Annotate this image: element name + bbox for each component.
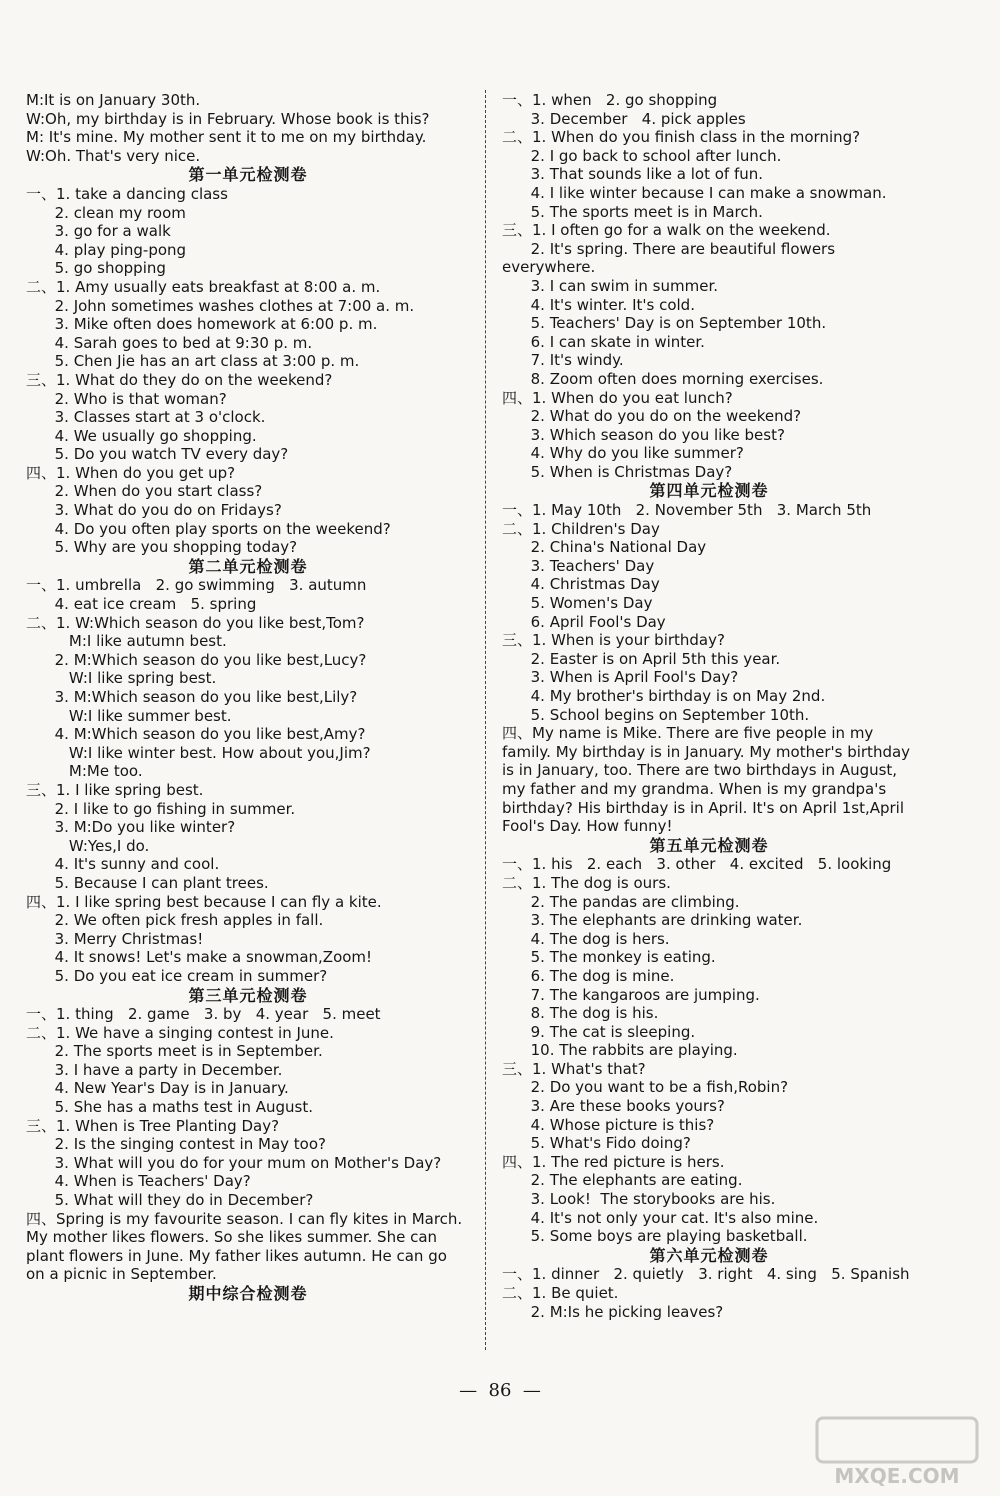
answer-line: 二、1. Children's Day xyxy=(502,519,660,538)
answer-line: M: It's mine. My mother sent it to me on my birthday. xyxy=(26,128,427,147)
answer-line: 四、1. When do you get up? xyxy=(26,463,236,482)
answer-line: W:I like spring best. xyxy=(26,669,217,688)
answer-line: 一、1. when 2. go shopping xyxy=(502,91,718,109)
answer-line: 4. eat ice cream 5. spring xyxy=(26,595,257,614)
answer-line: 3. That sounds like a lot of fun. xyxy=(502,165,764,184)
answer-line: 6. The dog is mine. xyxy=(502,966,675,985)
answer-line: 一、1. May 10th 2. November 5th 3. March 5th xyxy=(502,501,872,520)
answer-line: 2. Do you want to be a fish,Robin? xyxy=(502,1078,789,1097)
answer-paragraph xyxy=(502,240,916,277)
answer-line: 2. Who is that woman? xyxy=(26,389,227,408)
paragraph-text: My name is Mike. There are five people in my family. My birthday is in January. My mother's birthday is in January, too. There are two birthdays in August, my father and my grandma. When is my grandpa's birthday? His birthday is in April. It's on April 1st,April Fool's Day. How funny! xyxy=(502,724,911,836)
answer-line: M:It is on January 30th. xyxy=(26,91,201,109)
answer-line: 3. Look! The storybooks are his. xyxy=(502,1190,776,1209)
answer-line: 4. play ping-pong xyxy=(26,240,187,259)
answer-line: 3. December 4. pick apples xyxy=(502,109,746,128)
answer-line: 2. Easter is on April 5th this year. xyxy=(502,649,781,668)
answer-line: 7. The kangaroos are jumping. xyxy=(502,985,760,1004)
answer-line: 4. Christmas Day xyxy=(502,575,660,594)
answer-line: W:Oh. That's very nice. xyxy=(26,146,201,165)
answer-line: 5. Some boys are playing basketball. xyxy=(502,1227,808,1246)
answer-line: W:Oh, my birthday is in February. Whose book is this? xyxy=(26,109,430,128)
answer-line: 四、1. I like spring best because I can fly a kite. xyxy=(26,892,382,911)
answer-line: 6. I can skate in winter. xyxy=(502,332,705,351)
answer-line: 4. Sarah goes to bed at 9:30 p. m. xyxy=(26,333,313,352)
answer-line: 5. When is Christmas Day? xyxy=(502,462,733,481)
answer-line: 8. Zoom often does morning exercises. xyxy=(502,369,824,388)
answer-line: 4. It's not only your cat. It's also mine. xyxy=(502,1208,819,1227)
answer-line: 4. It snows! Let's make a snowman,Zoom! xyxy=(26,948,373,967)
answer-line: 2. M:Which season do you like best,Lucy? xyxy=(26,650,367,669)
answer-line: 2. What do you do on the weekend? xyxy=(502,407,802,426)
answer-line: 2. We often pick fresh apples in fall. xyxy=(26,911,324,930)
answer-line: 5. Do you eat ice cream in summer? xyxy=(26,966,328,985)
section-heading: 第五单元检测卷 xyxy=(649,835,769,855)
answer-line: 4. I like winter because I can make a snowman. xyxy=(502,183,887,202)
answer-line: 一、1. thing 2. game 3. by 4. year 5. meet xyxy=(26,1005,381,1024)
answer-line: 5. go shopping xyxy=(26,259,166,278)
answer-line: 三、1. I like spring best. xyxy=(26,780,204,799)
answer-line: M:I like autumn best. xyxy=(26,632,227,651)
answer-line: 5. Women's Day xyxy=(502,594,653,613)
answer-line: 四、1. When do you eat lunch? xyxy=(502,388,733,407)
answer-line: 4. We usually go shopping. xyxy=(26,426,257,445)
answer-line: 2. I go back to school after lunch. xyxy=(502,146,782,165)
section-heading: 第六单元检测卷 xyxy=(649,1245,769,1265)
answer-line: 3. Merry Christmas! xyxy=(26,929,204,948)
section-heading: 期中综合检测卷 xyxy=(188,1284,308,1303)
answer-line: 7. It's windy. xyxy=(502,351,624,370)
answer-line: 一、1. dinner 2. quietly 3. right 4. sing 5. Spanish xyxy=(502,1265,910,1284)
answer-line: 一、1. take a dancing class xyxy=(26,184,228,203)
answer-line: 4. The dog is hers. xyxy=(502,929,670,948)
answer-line: 2. John sometimes washes clothes at 7:00 a. m. xyxy=(26,296,415,315)
answer-line: 2. The sports meet is in September. xyxy=(26,1042,323,1061)
answer-line: 5. The sports meet is in March. xyxy=(502,202,763,221)
answer-line: 2. Is the singing contest in May too? xyxy=(26,1135,326,1154)
answer-line: 2. China's National Day xyxy=(502,538,707,557)
answer-line: 10. The rabbits are playing. xyxy=(502,1041,738,1060)
answer-line: 4. New Year's Day is in January. xyxy=(26,1079,289,1098)
answer-line: 三、1. When is Tree Planting Day? xyxy=(26,1116,280,1135)
answer-line: 3. I have a party in December. xyxy=(26,1060,283,1079)
answer-line: 4. M:Which season do you like best,Amy? xyxy=(26,725,366,744)
answer-line: 二、1. W:Which season do you like best,Tom? xyxy=(26,613,365,632)
answer-line: 3. Which season do you like best? xyxy=(502,425,785,444)
page-number-value: 86 xyxy=(488,1380,512,1401)
answer-line: 4. Whose picture is this? xyxy=(502,1115,715,1134)
answer-line: 3. The elephants are drinking water. xyxy=(502,911,803,930)
watermark-frame xyxy=(817,1418,977,1462)
answer-line: 三、1. What's that? xyxy=(502,1059,646,1078)
right-column xyxy=(502,91,916,1321)
answer-line: 5. Because I can plant trees. xyxy=(26,873,269,892)
section-heading: 第三单元检测卷 xyxy=(188,985,308,1005)
answer-line: 二、1. The dog is ours. xyxy=(502,873,671,892)
answer-line: 二、1. When do you finish class in the morning? xyxy=(502,128,861,147)
answer-line: 3. Mike often does homework at 6:00 p. m. xyxy=(26,315,378,334)
answer-line: 3. What will you do for your mum on Mother's Day? xyxy=(26,1153,442,1172)
answer-line: 3. I can swim in summer. xyxy=(502,276,718,295)
answer-line: 4. It's sunny and cool. xyxy=(26,855,220,874)
answer-line: 2. The pandas are climbing. xyxy=(502,892,740,911)
answer-line: 5. What's Fido doing? xyxy=(502,1134,691,1153)
answer-line: 4. When is Teachers' Day? xyxy=(26,1172,251,1191)
answer-line: 四、1. The red picture is hers. xyxy=(502,1152,725,1171)
answer-line: 6. April Fool's Day xyxy=(502,612,666,631)
paragraph-number: 2. xyxy=(502,239,550,258)
watermark-logo xyxy=(809,1412,984,1490)
answer-line: W:Yes,I do. xyxy=(26,836,150,855)
answer-line: 2. The elephants are eating. xyxy=(502,1171,743,1190)
answer-line: 3. What do you do on Fridays? xyxy=(26,501,282,520)
paragraph-number: 四、 xyxy=(502,724,533,743)
answer-line: M:Me too. xyxy=(26,762,143,781)
page-number: — 86 — xyxy=(459,1380,541,1401)
answer-line: 5. The monkey is eating. xyxy=(502,948,716,967)
paragraph-text: It's spring. There are beautiful flowers everywhere. xyxy=(502,239,836,277)
answer-line: 3. M:Which season do you like best,Lily? xyxy=(26,688,358,706)
answer-line: 2. When do you start class? xyxy=(26,482,263,501)
answer-paragraph xyxy=(502,724,916,836)
answer-line: 二、1. We have a singing contest in June. xyxy=(26,1023,334,1042)
answer-line: 2. M:Is he picking leaves? xyxy=(502,1302,724,1321)
answer-line: 3. Are these books yours? xyxy=(502,1097,725,1116)
answer-line: 2. I like to go fishing in summer. xyxy=(26,799,296,818)
answer-line: W:I like winter best. How about you,Jim? xyxy=(26,743,371,762)
answer-line: 8. The dog is his. xyxy=(502,1004,659,1023)
paragraph-number: 四、 xyxy=(26,1209,57,1228)
answer-line: 3. Teachers' Day xyxy=(502,556,655,575)
answer-line: 三、1. What do they do on the weekend? xyxy=(26,370,333,389)
answer-line: 一、1. his 2. each 3. other 4. excited 5. looking xyxy=(502,855,892,874)
answer-line: 3. When is April Fool's Day? xyxy=(502,668,739,687)
answer-line: 4. It's winter. It's cold. xyxy=(502,295,695,314)
answer-line: 3. go for a walk xyxy=(26,222,171,241)
answer-line: 5. Teachers' Day is on September 10th. xyxy=(502,314,827,333)
answer-line: 二、1. Be quiet. xyxy=(502,1284,619,1302)
answer-line: 4. My brother's birthday is on May 2nd. xyxy=(502,687,826,705)
answer-paragraph xyxy=(26,1210,470,1284)
answer-line: 2. clean my room xyxy=(26,203,186,222)
answer-line: 5. She has a maths test in August. xyxy=(26,1098,314,1117)
answer-line: 4. Do you often play sports on the weekend? xyxy=(26,519,391,538)
column-divider xyxy=(485,90,486,1350)
answer-line: 5. What will they do in December? xyxy=(26,1191,314,1210)
answer-line: 二、1. Amy usually eats breakfast at 8:00 a. m. xyxy=(26,277,381,296)
answer-line: 三、1. I often go for a walk on the weekend. xyxy=(502,221,831,240)
paragraph-text: Spring is my favourite season. I can fly kites in March. My mother likes flowers. So she likes summer. She can plant flowers in June. My father likes autumn. He can go on a picnic in September. xyxy=(26,1209,463,1284)
watermark-text: MXQE.COM xyxy=(834,1464,960,1488)
left-column xyxy=(26,91,470,1304)
section-heading: 第二单元检测卷 xyxy=(188,556,308,576)
section-heading: 第四单元检测卷 xyxy=(649,481,769,501)
answer-line: 5. Do you watch TV every day? xyxy=(26,445,289,464)
section-heading: 第一单元检测卷 xyxy=(188,165,308,185)
answer-line: 3. Classes start at 3 o'clock. xyxy=(26,408,266,427)
answer-line: 4. Why do you like summer? xyxy=(502,444,744,463)
answer-line: W:I like summer best. xyxy=(26,706,232,725)
answer-line: 9. The cat is sleeping. xyxy=(502,1022,696,1041)
answer-line: 5. School begins on September 10th. xyxy=(502,705,810,724)
answer-line: 一、1. umbrella 2. go swimming 3. autumn xyxy=(26,576,367,595)
answer-line: 5. Chen Jie has an art class at 3:00 p. m. xyxy=(26,352,360,371)
answer-line: 三、1. When is your birthday? xyxy=(502,631,725,650)
answer-line: 5. Why are you shopping today? xyxy=(26,538,298,557)
answer-line: 3. M:Do you like winter? xyxy=(26,818,236,837)
